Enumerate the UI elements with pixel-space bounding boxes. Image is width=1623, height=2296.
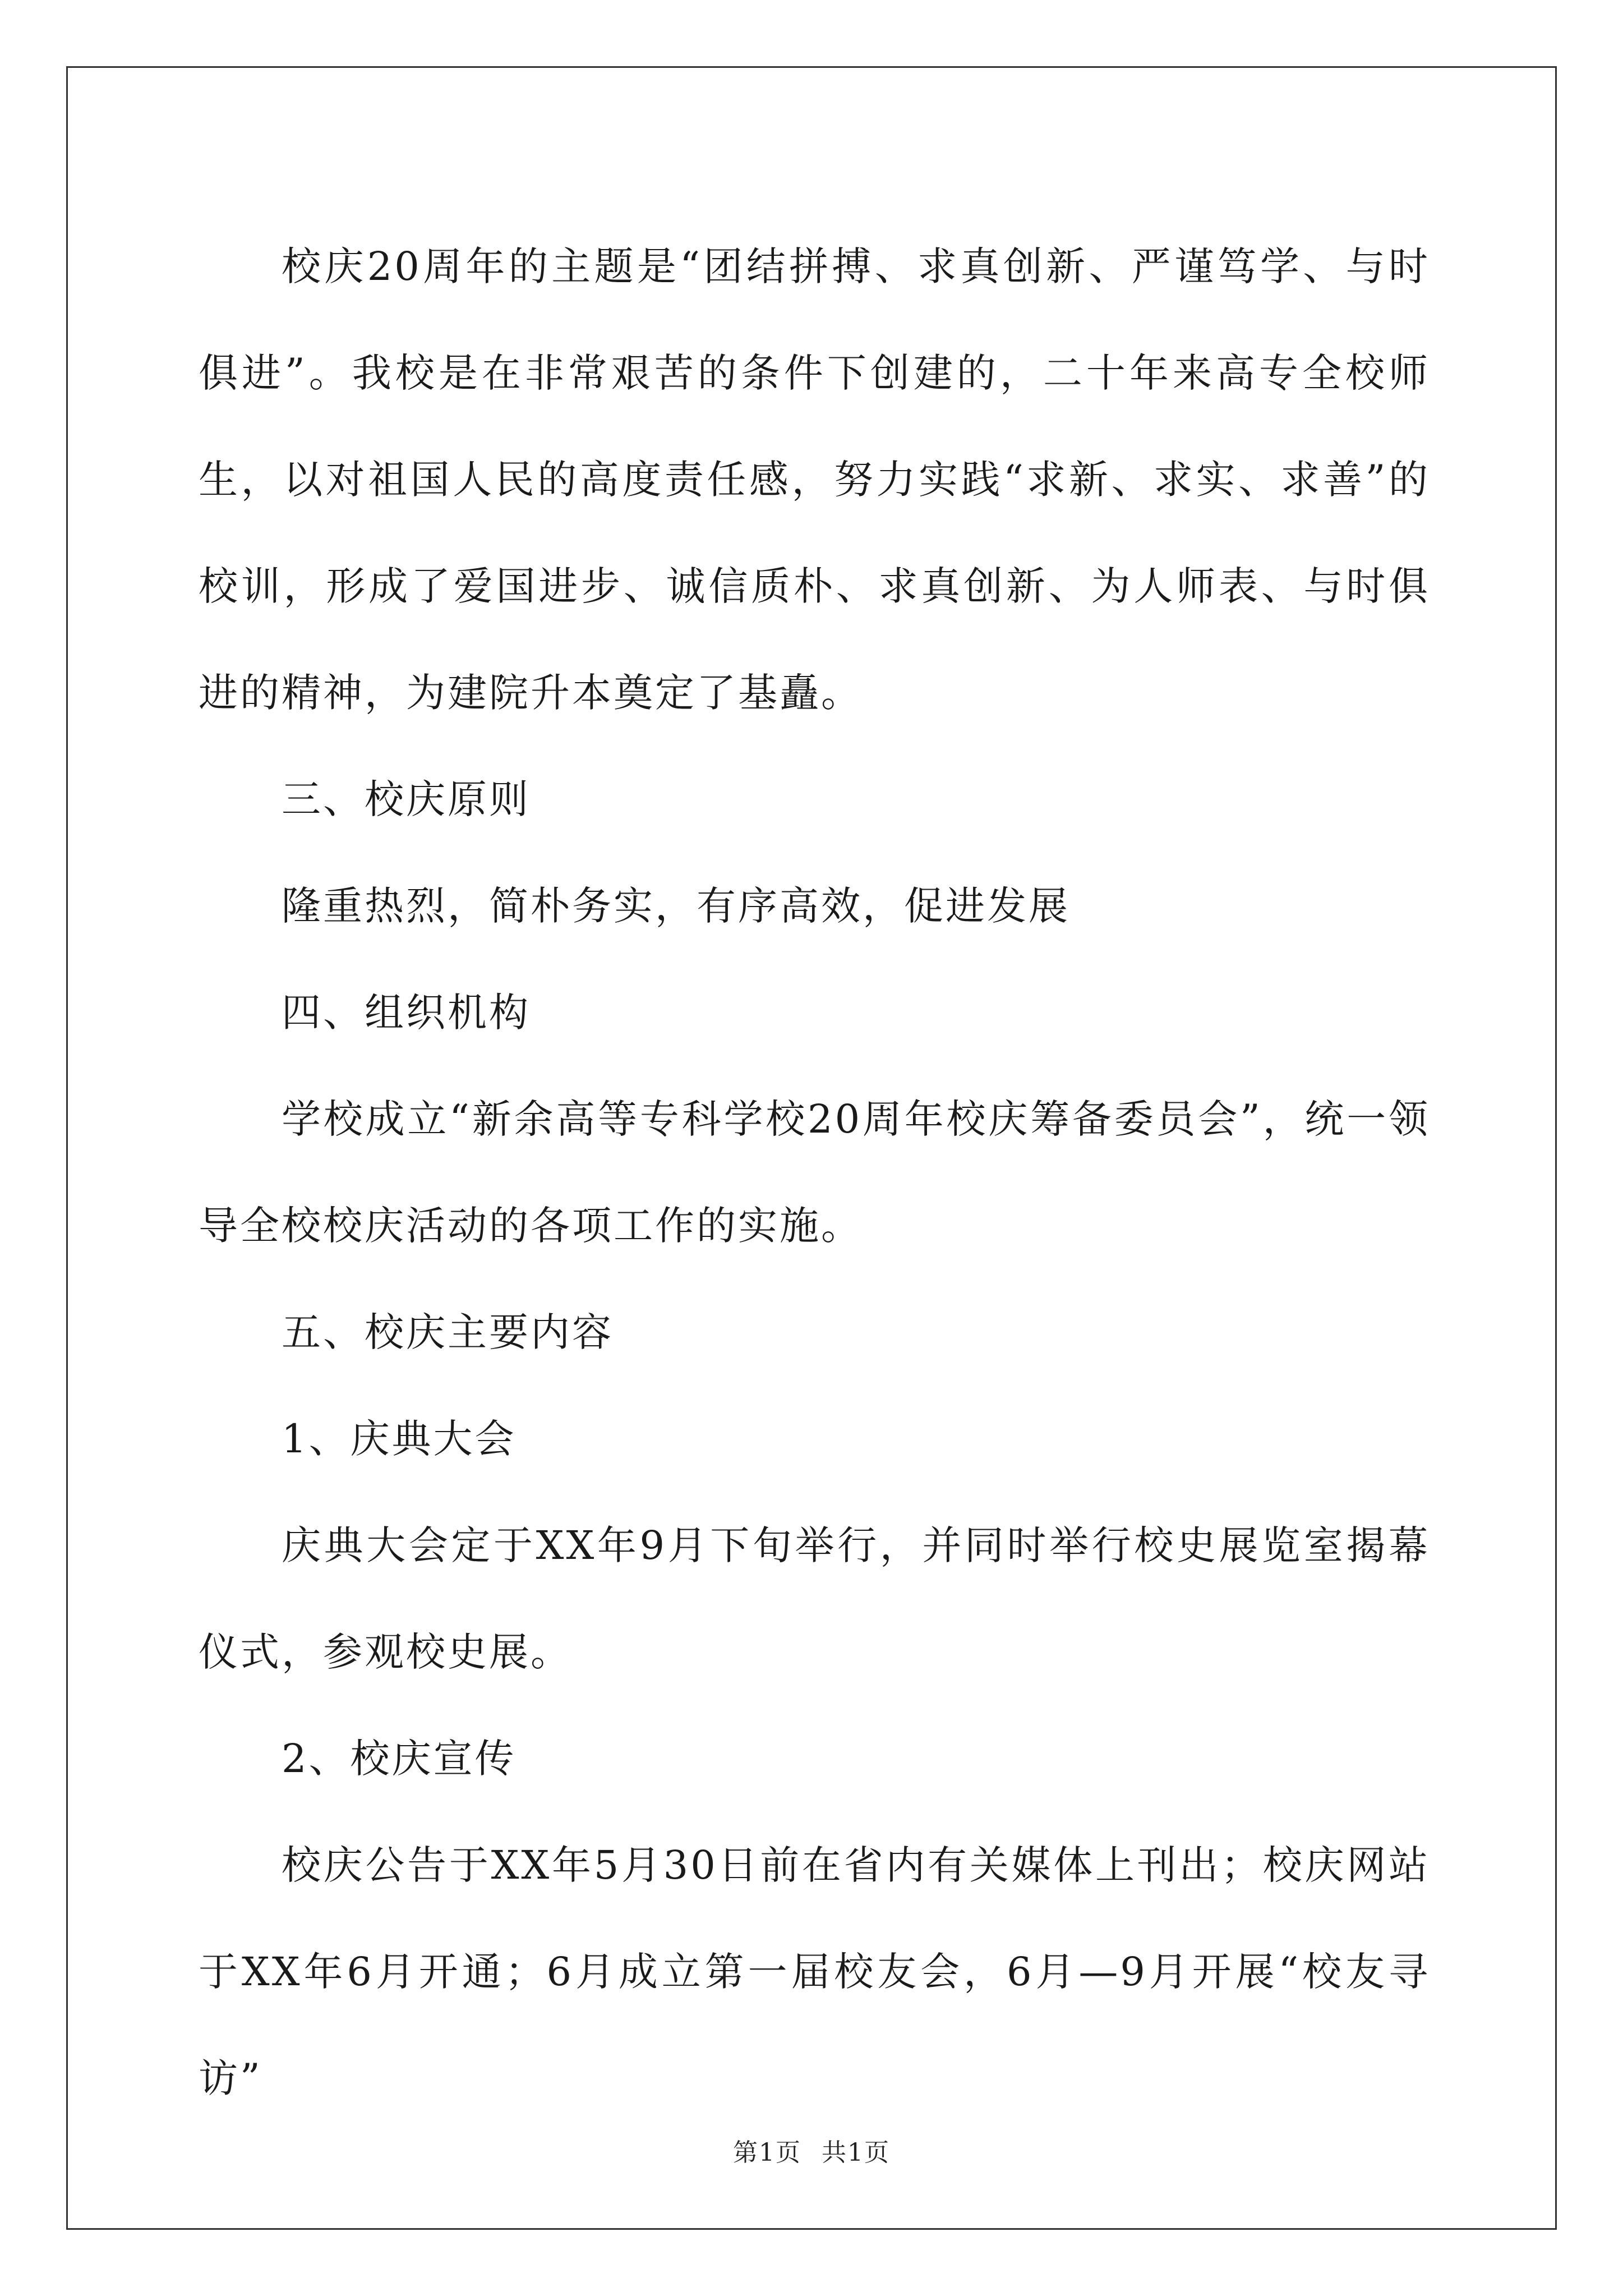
paragraph-theme: 校庆20周年的主题是“团结拼搏、求真创新、严谨笃学、与时俱进”。我校是在非常艰苦的条件下创建的，二十年来高专全校师生，以对祖国人民的高度责任感，努力实践“求新、求实、求善”的校训，形成了爱国进步、诚信质朴、求真创新、为人师表、与时俱进的精神，为建院升本奠定了基矗。 — [199, 243, 1430, 716]
heading-principles: 三、校庆原则 — [282, 776, 531, 822]
heading-organization: 四、组织机构 — [282, 990, 531, 1036]
document-body — [199, 213, 1430, 2132]
paragraph-principles: 隆重热烈，简朴务实，有序高效，促进发展 — [282, 883, 1070, 929]
heading-main-content: 五、校庆主要内容 — [282, 1309, 614, 1355]
page-footer — [0, 2136, 1623, 2170]
page-number-current: 第1页 — [733, 2138, 801, 2167]
paragraph-ceremony: 庆典大会定于XX年9月下旬举行，并同时举行校史展览室揭幕仪式，参观校史展。 — [199, 1522, 1430, 1675]
paragraph-organization: 学校成立“新余高等专科学校20周年校庆筹备委员会”，统一领导全校校庆活动的各项工作的实施。 — [199, 1096, 1430, 1249]
heading-publicity: 2、校庆宣传 — [282, 1736, 517, 1782]
paragraph-publicity: 校庆公告于XX年5月30日前在省内有关媒体上刊出；校庆网站于XX年6月开通；6月成立第一届校友会，6月—9月开展“校友寻访” — [199, 1842, 1430, 2101]
heading-ceremony: 1、庆典大会 — [282, 1416, 517, 1462]
page-number-total: 共1页 — [822, 2138, 890, 2167]
